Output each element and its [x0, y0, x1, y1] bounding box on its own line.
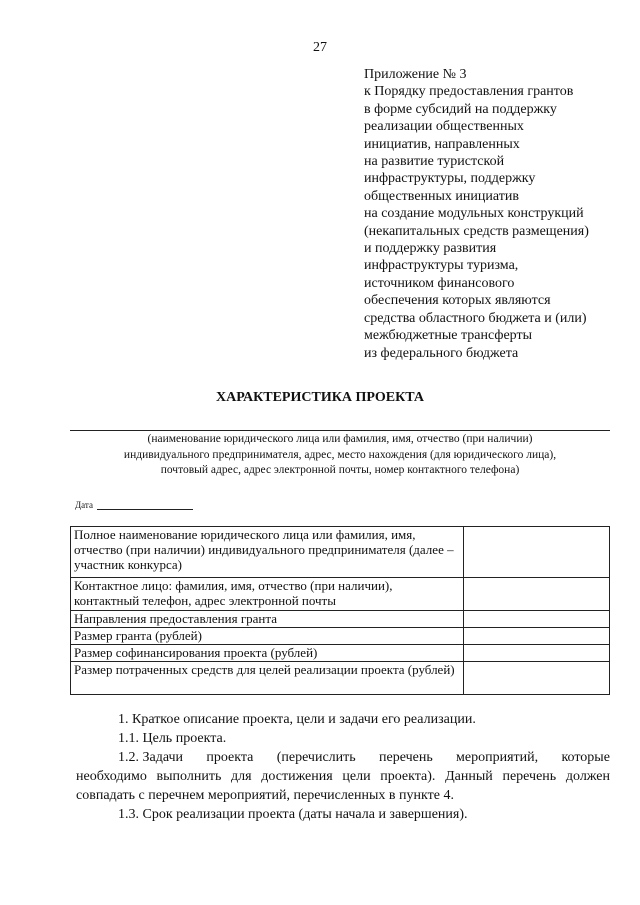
table-cell-value — [464, 578, 610, 611]
appendix-line: источником финансового — [364, 275, 515, 291]
table-cell-value — [464, 645, 610, 662]
paragraph-1-2-first-line — [118, 748, 610, 767]
appendix-line: средства областного бюджета и (или) — [364, 310, 587, 326]
word: (перечислить — [276, 750, 356, 765]
caption-line: почтовый адрес, адрес электронной почты, номер контактного телефона) — [160, 464, 520, 476]
appendix-line: на создание модульных конструкций — [364, 206, 584, 222]
table-cell-label: Полное наименование юридического лица или фамилия, имя, отчество (при наличии) индивидуального предпринимателя (далее – участник конкурса) — [71, 527, 464, 578]
table-cell-value — [464, 527, 610, 578]
table-row — [71, 527, 610, 578]
appendix-line: из федерального бюджета — [364, 345, 519, 361]
appendix-line: к Порядку предоставления грантов — [364, 84, 574, 100]
paragraph-1: 1. Краткое описание проекта, цели и задачи его реализации. — [118, 712, 476, 727]
appendix-line: и поддержку развития — [364, 241, 497, 257]
appendix-line: на развитие туристской — [364, 154, 505, 170]
appendix-line: в форме субсидий на поддержку — [364, 101, 557, 117]
appendix-header — [364, 66, 624, 362]
date-fill-line — [97, 500, 193, 510]
project-info-table — [70, 526, 610, 695]
table-row — [71, 611, 610, 628]
word: мероприятий, — [456, 750, 539, 765]
applicant-fill-line — [70, 430, 610, 431]
paragraph-1-2-rest: необходимо выполнить для достижения цели проекта). Данный перечень должен совпадать с перечнем мероприятий, перечисленных в пункте 4. — [76, 769, 610, 803]
project-description — [76, 710, 610, 824]
table-row — [71, 578, 610, 611]
table-cell-value — [464, 662, 610, 695]
table-cell-value — [464, 611, 610, 628]
appendix-line: Приложение № 3 — [364, 67, 467, 82]
date-row — [75, 500, 193, 510]
page-number: 27 — [313, 40, 327, 55]
table-row — [71, 645, 610, 662]
caption-line: индивидуального предпринимателя, адрес, место нахождения (для юридического лица), — [123, 448, 557, 461]
table-cell-label: Направления предоставления гранта — [71, 611, 464, 628]
table-cell-label: Контактное лицо: фамилия, имя, отчество (при наличии), контактный телефон, адрес электронной почты — [71, 578, 464, 611]
appendix-line: межбюджетные трансферты — [364, 328, 532, 344]
paragraph-1-3: 1.3. Срок реализации проекта (даты начала и завершения). — [118, 807, 468, 822]
caption-line: (наименование юридического лица или фамилия, имя, отчество (при наличии) — [147, 433, 533, 445]
appendix-line: инфраструктуры, поддержку — [364, 171, 536, 187]
word: 1.2. Задачи — [118, 750, 184, 765]
appendix-line: (некапитальных средств размещения) — [364, 223, 589, 239]
appendix-line: инфраструктуры туризма, — [364, 258, 519, 274]
table-cell-label: Размер гранта (рублей) — [71, 628, 464, 645]
word: перечень — [379, 750, 433, 765]
appendix-line: инициатив, направленных — [364, 136, 520, 152]
applicant-caption — [70, 432, 610, 479]
appendix-line: реализации общественных — [364, 119, 524, 135]
table-row — [71, 662, 610, 695]
appendix-line: обеспечения которых являются — [364, 293, 551, 309]
table-cell-label: Размер потраченных средств для целей реализации проекта (рублей) — [71, 662, 464, 695]
date-label: Дата — [75, 500, 93, 510]
table-cell-value — [464, 628, 610, 645]
word: которые — [561, 750, 610, 765]
appendix-line: общественных инициатив — [364, 188, 519, 204]
document-title: ХАРАКТЕРИСТИКА ПРОЕКТА — [216, 390, 424, 405]
word: проекта — [206, 750, 254, 765]
table-cell-label: Размер софинансирования проекта (рублей) — [71, 645, 464, 662]
paragraph-1-1: 1.1. Цель проекта. — [118, 731, 227, 746]
table-row — [71, 628, 610, 645]
